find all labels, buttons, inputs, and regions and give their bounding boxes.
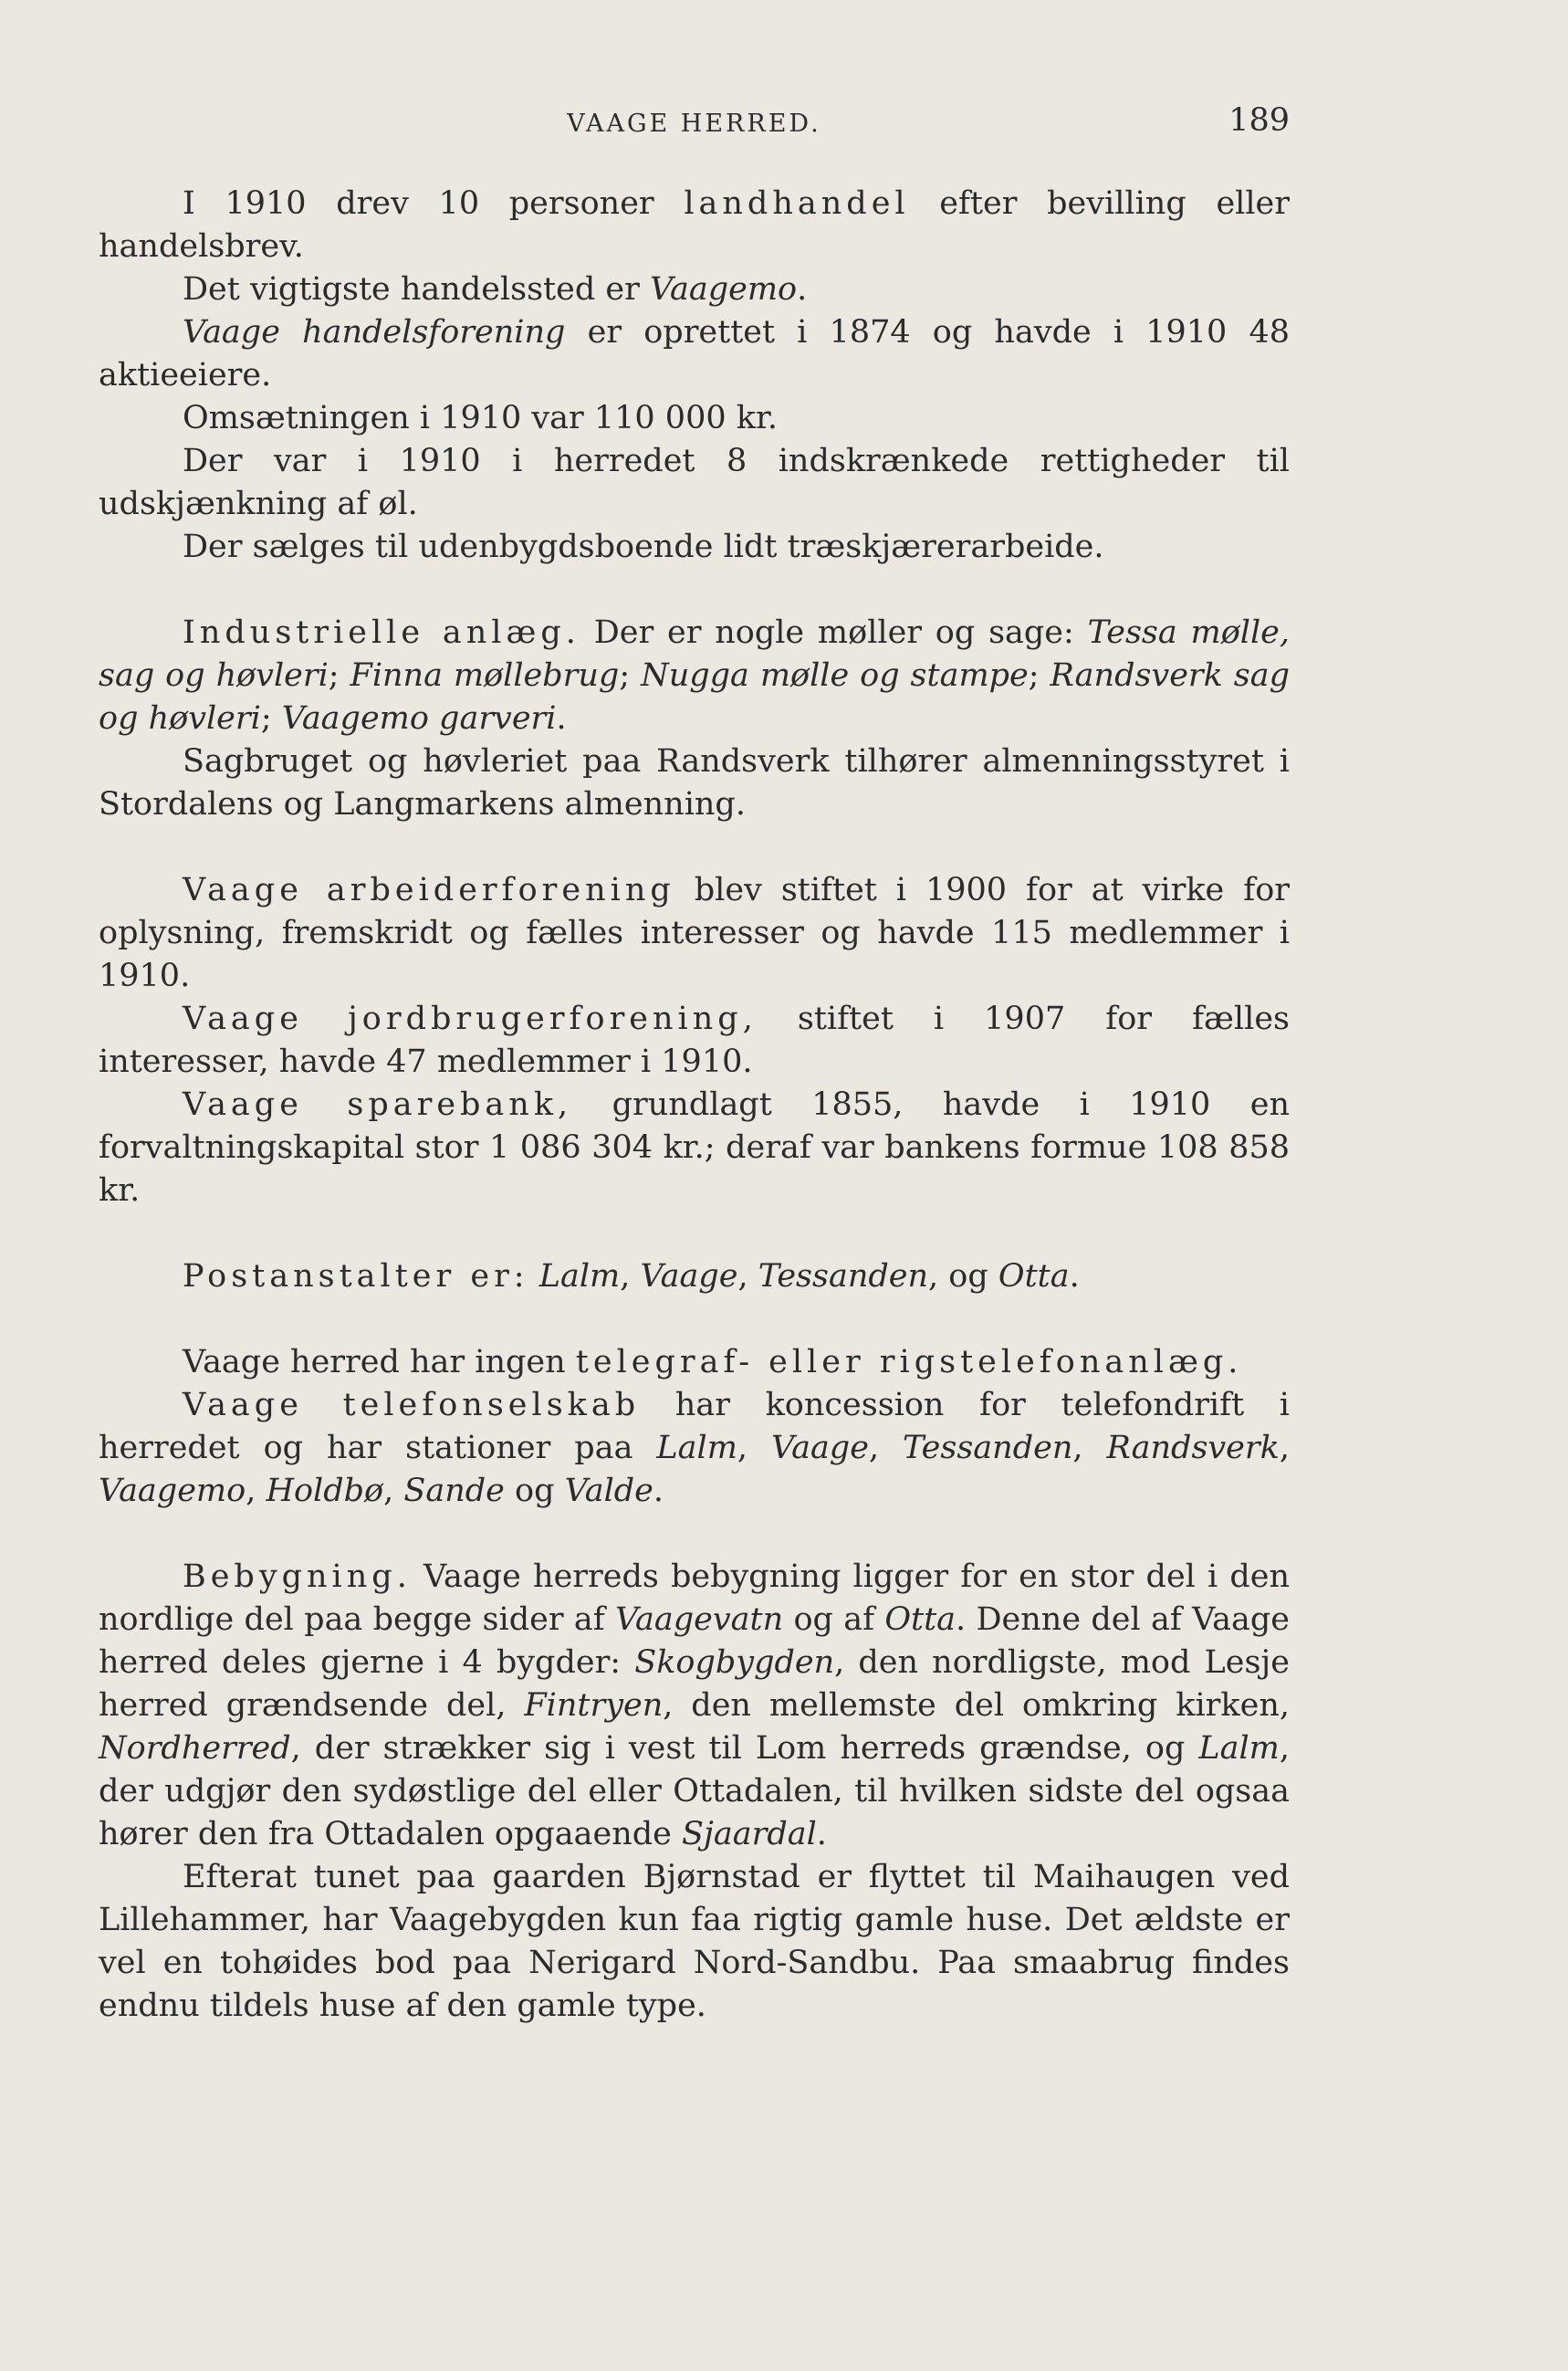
society-name: Vaage handelsforening <box>183 314 566 351</box>
paragraph-omsaetning: Omsætningen i 1910 var 110 000 kr. <box>183 400 778 436</box>
place-name: Vaagemo <box>649 271 798 308</box>
section-heading: Industrielle anlæg. <box>183 614 580 651</box>
paragraph-sagbruget: Sagbruget og høvleriet paa Randsverk tilhører almenningsstyret i Stordalens og Langmarkens almenning. <box>99 743 1290 823</box>
paragraph-arbeiderforening: Vaage arbeiderforening blev stiftet i 1900 for at virke for oplysning, fremskridt og fælles interesser og havde 115 medlemmer i 1910. <box>99 872 1290 994</box>
paragraph-traeskjaerer: Der sælges til udenbygdsboende lidt træskjærerarbeide. <box>183 529 1104 565</box>
paragraph-telefonselskab: Vaage telefonselskab har koncession for telefondrift i herredet og har stationer paa Lalm, Vaage, Tessanden, Randsverk, Vaagemo, Holdbø, Sande og Valde. <box>99 1387 1290 1509</box>
section-heading: Vaage telefonselskab <box>183 1387 641 1423</box>
section-heading: Postanstalter er: <box>183 1258 529 1295</box>
running-head: VAAGE HERRED. <box>567 110 821 138</box>
page-number: 189 <box>1228 102 1290 139</box>
section-heading: Vaage sparebank, <box>183 1086 573 1123</box>
section-heading: Vaage jordbrugerforening, <box>183 1001 758 1037</box>
paragraph-gamle-huse: Efterat tunet paa gaarden Bjørnstad er flyttet til Maihaugen ved Lillehammer, har Vaagebygden kun faa rigtig gamle huse. Det ældste er vel en tohøides bod paa Nerigard Nord-Sandbu. Paa smaabrug findes endnu tildels huse af den gamle type. <box>99 1859 1290 2024</box>
paragraph-jordbrugerforening: Vaage jordbrugerforening, stiftet i 1907 for fælles interesser, havde 47 medlemmer i 1910. <box>99 1001 1290 1080</box>
paragraph-industrielle-anlaeg: Industrielle anlæg. Der er nogle møller og sage: Tessa mølle, sag og høvleri; Finna møllebrug; Nugga mølle og stampe; Randsverk sag og høvleri; Vaagemo garveri. <box>99 614 1291 737</box>
paragraph-landhandel: I 1910 drev 10 personer landhandel efter bevilling eller handelsbrev. <box>99 185 1290 265</box>
paragraph-postanstalter: Postanstalter er: Lalm, Vaage, Tessanden, og Otta. <box>183 1258 1080 1295</box>
page-header <box>99 102 1290 148</box>
paragraph-rettigheder: Der var i 1910 i herredet 8 indskrænkede rettigheder til udskjænkning af øl. <box>99 443 1290 522</box>
paragraph-sparebank: Vaage sparebank, grundlagt 1855, havde i 1910 en forvaltningskapital stor 1 086 304 kr.; deraf var bankens formue 108 858 kr. <box>99 1086 1290 1209</box>
paragraph-handelsforening: Vaage handelsforening er oprettet i 1874 og havde i 1910 48 aktieeiere. <box>99 314 1290 393</box>
paragraph-bebygning: Bebygning. Vaage herreds bebygning ligger for en stor del i den nordlige del paa begge sider af Vaagevatn og af Otta. Denne del af Vaage herred deles gjerne i 4 bygder: Skogbygden, den nordligste, mod Lesje herred grændsende del, Fintryen, den mellemste del omkring kirken, Nordherred, der strækker sig i vest til Lom herreds grændse, og Lalm, der udgjør den sydøstlige del eller Ottadalen, til hvilken sidste del ogsaa hører den fra Ottadalen opgaaende Sjaardal. <box>99 1558 1290 1852</box>
paragraph-handelssted: Det vigtigste handelssted er Vaagemo. <box>183 271 808 308</box>
page-body <box>99 183 1290 2028</box>
spaced-term: landhandel <box>684 185 910 222</box>
section-heading: Bebygning. <box>183 1558 412 1595</box>
paragraph-telegraf: Vaage herred har ingen telegraf- eller rigstelefonanlæg. <box>183 1344 1239 1380</box>
spaced-term: telegraf- eller rigstelefonanlæg <box>575 1344 1228 1380</box>
section-heading: Vaage arbeiderforening <box>183 872 675 908</box>
